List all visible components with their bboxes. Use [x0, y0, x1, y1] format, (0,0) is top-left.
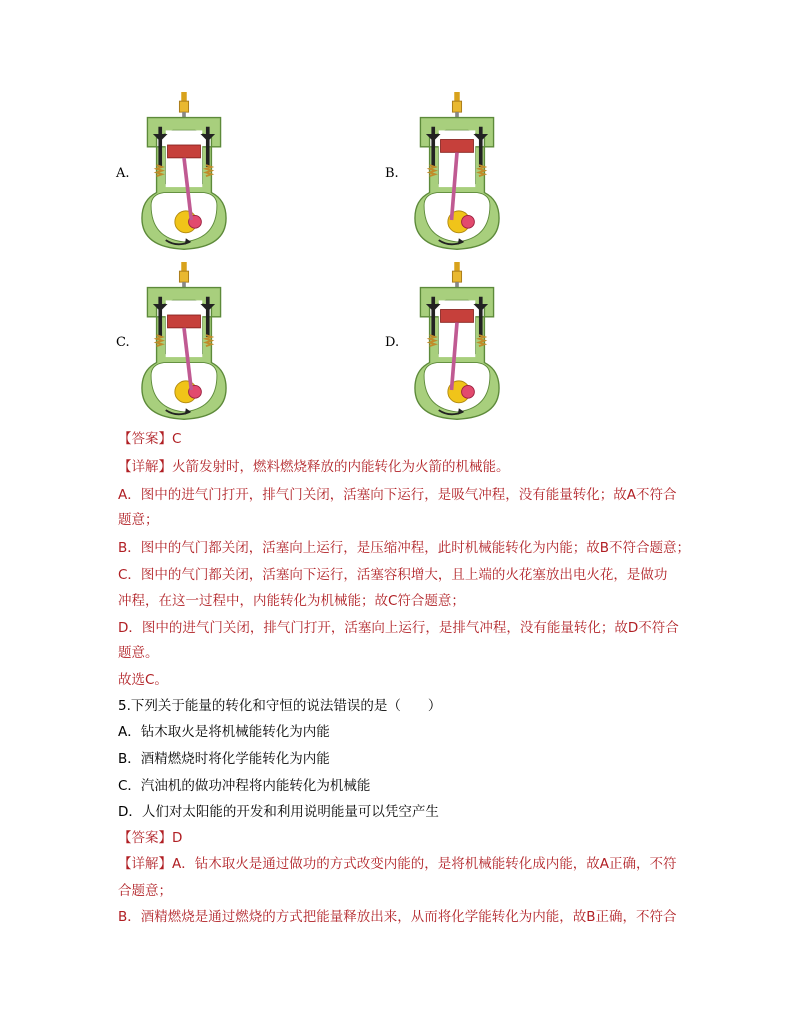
q5-choice-a: A．钻木取火是将机械能转化为内能 — [118, 724, 330, 740]
q4-detail-line: C．图中的气门都关闭，活塞向下运行，活塞容积增大，且上端的火花塞放出电火花，是做功 — [118, 567, 668, 583]
q5-choice-c: C．汽油机的做功冲程将内能转化为机械能 — [118, 778, 371, 794]
q4-detail-line: A．图中的进气门打开，排气门关闭，活塞向下运行，是吸气冲程，没有能量转化；故A不符合 — [118, 487, 677, 503]
detail-first-text: A．钻木取火是通过做功的方式改变内能的，是将机械能转化成内能，故A正确，不符 — [172, 856, 677, 872]
q4-detail-line: D．图中的进气门关闭，排气门打开，活塞向上运行，是排气冲程，没有能量转化；故D不符合 — [118, 620, 679, 636]
answer-value: C — [172, 431, 182, 447]
option-label-b: B. — [385, 166, 399, 181]
q5-answer — [118, 829, 182, 847]
q4-detail-intro — [118, 458, 510, 476]
q4-detail-line: B．图中的气门都关闭，活塞向上运行，是压缩冲程，此时机械能转化为内能；故B不符合题意； — [118, 540, 691, 556]
option-label-c: C. — [116, 335, 130, 350]
option-label-a: A. — [116, 166, 130, 181]
engine-diagram-d — [407, 262, 507, 422]
answer-tag: 【答案】 — [118, 431, 172, 447]
option-label-d: D. — [385, 335, 400, 350]
q4-detail-line: 题意。 — [118, 645, 159, 661]
answer-value: D — [172, 830, 183, 846]
q4-detail-line: 故选C。 — [118, 672, 168, 688]
engine-diagram-b — [407, 92, 507, 252]
answer-tag: 【答案】 — [118, 830, 172, 846]
detail-intro-text: 火箭发射时，燃料燃烧释放的内能转化为火箭的机械能。 — [172, 459, 510, 475]
q5-detail-line: 合题意； — [118, 883, 172, 899]
q5-choice-d: D．人们对太阳能的开发和利用说明能量可以凭空产生 — [118, 804, 439, 820]
engine-diagram-a — [134, 92, 234, 252]
q5-stem: 5.下列关于能量的转化和守恒的说法错误的是（ ） — [118, 698, 442, 714]
q5-choice-b: B．酒精燃烧时将化学能转化为内能 — [118, 751, 330, 767]
engine-diagram-c — [134, 262, 234, 422]
detail-tag: 【详解】 — [118, 459, 172, 475]
q5-detail — [118, 855, 676, 873]
q4-answer — [118, 430, 181, 448]
q4-detail-line: 冲程，在这一过程中，内能转化为机械能；故C符合题意； — [118, 593, 465, 609]
q5-detail-line: B．酒精燃烧是通过燃烧的方式把能量释放出来，从而将化学能转化为内能，故B正确，不符合 — [118, 909, 677, 925]
detail-tag: 【详解】 — [118, 856, 172, 872]
q4-detail-line: 题意； — [118, 512, 159, 528]
